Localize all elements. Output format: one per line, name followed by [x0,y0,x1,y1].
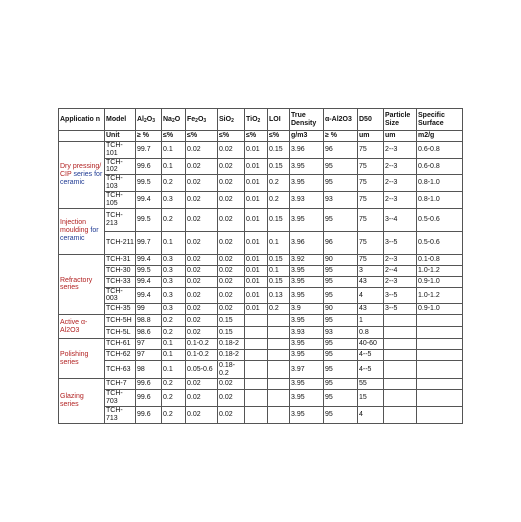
value-cell: 3.92 [290,254,324,265]
application-group-label [59,142,105,209]
value-cell: 3 [358,265,384,276]
table-row [59,350,463,361]
value-cell [417,350,463,361]
value-cell: 0.8-1.0 [417,191,463,208]
value-cell: 1.0-1.2 [417,287,463,304]
value-cell: 0.18- 0.2 [218,361,245,379]
value-cell: 0.02 [186,191,218,208]
value-cell: 0.1 [162,350,186,361]
model-cell: TCH-213 [105,208,136,231]
value-cell [384,379,417,390]
value-cell: 99.5 [136,265,162,276]
value-cell: 0.5-0.6 [417,208,463,231]
value-cell [268,379,290,390]
value-cell: 0.01 [245,231,268,254]
application-label: Refractory series [60,276,93,292]
value-cell: 0.1 [162,361,186,379]
value-cell: 0.15 [268,158,290,175]
model-cell: TCH-31 [105,254,136,265]
application-group-label [59,339,105,379]
table-row [59,304,463,315]
value-cell: 75 [358,158,384,175]
value-cell [417,379,463,390]
value-cell: 0.02 [186,287,218,304]
value-cell: 0.3 [162,254,186,265]
header-row [59,109,463,131]
value-cell: 0.1-0.2 [186,350,218,361]
value-cell: 95 [324,158,358,175]
value-cell [384,327,417,339]
value-cell [417,390,463,407]
value-cell: 0.15 [268,254,290,265]
value-cell: 0.02 [186,304,218,315]
value-cell: 0.05-0.6 [186,361,218,379]
value-cell: 0.1 [162,142,186,159]
value-cell: 95 [324,315,358,327]
value-cell: 0.02 [218,406,245,423]
unit-blank [59,131,105,142]
value-cell: 0.8 [358,327,384,339]
value-cell: 2--3 [384,276,417,287]
value-cell: 99.7 [136,142,162,159]
value-cell: 0.02 [186,158,218,175]
table-row [59,379,463,390]
value-cell: 99.5 [136,175,162,192]
value-cell: 3.95 [290,265,324,276]
specification-table [58,108,463,424]
value-cell: 99.6 [136,390,162,407]
value-cell: 95 [324,276,358,287]
value-cell: 1.0-1.2 [417,265,463,276]
col-true-density: True Density [290,109,324,131]
value-cell: 95 [324,361,358,379]
table-row [59,361,463,379]
value-cell: 43 [358,304,384,315]
value-cell [384,350,417,361]
value-cell: 15 [358,390,384,407]
value-cell: 0.2 [162,379,186,390]
col-al2o3: Al2O3 [136,109,162,131]
value-cell: 0.02 [218,276,245,287]
value-cell: 4 [358,406,384,423]
value-cell: 75 [358,142,384,159]
value-cell: 0.02 [186,379,218,390]
col-tio2: TiO2 [245,109,268,131]
application-sublabel: for ceramic [60,227,99,243]
value-cell [245,315,268,327]
value-cell: 0.2 [162,208,186,231]
value-cell: 0.2 [162,315,186,327]
value-cell: 0.02 [218,175,245,192]
value-cell: 99.4 [136,191,162,208]
value-cell: 3--5 [384,231,417,254]
value-cell: 0.2 [268,191,290,208]
value-cell [268,315,290,327]
value-cell [268,361,290,379]
model-cell: TCH-35 [105,304,136,315]
value-cell: 99.7 [136,231,162,254]
value-cell: 0.3 [162,276,186,287]
col-application: Applicatio n [59,109,105,131]
value-cell: 3.95 [290,379,324,390]
model-cell: TCH-5H [105,315,136,327]
value-cell: 96 [324,142,358,159]
value-cell: 3.96 [290,231,324,254]
col-na2o: Na2O [162,109,186,131]
value-cell: 0.13 [268,287,290,304]
value-cell [384,315,417,327]
value-cell: 0.6-0.8 [417,158,463,175]
value-cell: 4--5 [358,361,384,379]
value-cell: 3.95 [290,390,324,407]
table-row [59,406,463,423]
value-cell [245,339,268,350]
value-cell: 98 [136,361,162,379]
value-cell: 97 [136,339,162,350]
model-cell: TCH-7 [105,379,136,390]
unit-cell: um [384,131,417,142]
application-group-label [59,315,105,339]
col-loi: LOI [268,109,290,131]
value-cell: 95 [324,350,358,361]
value-cell: 0.02 [186,327,218,339]
value-cell [245,350,268,361]
value-cell: 0.1-0.2 [186,339,218,350]
application-label: Glazing series [60,393,84,408]
value-cell: 75 [358,231,384,254]
value-cell [417,339,463,350]
value-cell: 0.5-0.6 [417,231,463,254]
model-cell: TCH-30 [105,265,136,276]
table-row [59,339,463,350]
value-cell: 3.95 [290,350,324,361]
value-cell: 0.3 [162,265,186,276]
value-cell: 3.95 [290,175,324,192]
value-cell [245,361,268,379]
value-cell: 0.02 [186,254,218,265]
value-cell: 0.01 [245,208,268,231]
value-cell: 95 [324,379,358,390]
value-cell [384,361,417,379]
value-cell [417,327,463,339]
value-cell: 2--3 [384,191,417,208]
value-cell [268,350,290,361]
value-cell: 2--3 [384,254,417,265]
model-cell: TCH-103 [105,175,136,192]
value-cell: 99.5 [136,208,162,231]
table-row [59,287,463,304]
table-row [59,265,463,276]
value-cell: 0.3 [162,304,186,315]
value-cell: 0.02 [186,142,218,159]
value-cell: 0.02 [186,390,218,407]
unit-cell: ≤% [186,131,218,142]
value-cell [245,379,268,390]
value-cell: 99.6 [136,158,162,175]
value-cell: 0.02 [218,265,245,276]
value-cell: 3.95 [290,339,324,350]
model-cell: TCH-63 [105,361,136,379]
unit-cell: ≤% [245,131,268,142]
model-cell: TCH-003 [105,287,136,304]
unit-cell: ≤% [162,131,186,142]
value-cell: 55 [358,379,384,390]
value-cell: 2--3 [384,142,417,159]
value-cell: 0.2 [268,304,290,315]
value-cell: 0.15 [268,276,290,287]
value-cell: 0.02 [218,231,245,254]
value-cell: 0.01 [245,158,268,175]
value-cell: 3--5 [384,304,417,315]
value-cell: 0.02 [218,191,245,208]
unit-cell: ≤% [268,131,290,142]
value-cell: 0.8-1.0 [417,175,463,192]
unit-cell: g/m3 [290,131,324,142]
value-cell: 0.02 [186,276,218,287]
value-cell: 99 [136,304,162,315]
value-cell: 99.4 [136,276,162,287]
value-cell: 43 [358,276,384,287]
value-cell: 0.18-2 [218,350,245,361]
value-cell: 0.02 [218,158,245,175]
value-cell [417,315,463,327]
value-cell [268,390,290,407]
value-cell: 0.15 [268,208,290,231]
value-cell [245,327,268,339]
value-cell: 0.2 [162,406,186,423]
value-cell: 0.01 [245,265,268,276]
application-label: Active α- Al2O3 [60,318,88,334]
table-row [59,276,463,287]
value-cell: 0.02 [218,304,245,315]
table-row [59,390,463,407]
value-cell: 0.2 [268,175,290,192]
value-cell: 0.02 [186,175,218,192]
value-cell: 3.95 [290,208,324,231]
value-cell: 0.02 [186,208,218,231]
table-row [59,327,463,339]
value-cell: 0.01 [245,175,268,192]
unit-cell: ≤% [218,131,245,142]
value-cell: 4 [358,287,384,304]
value-cell: 0.9-1.0 [417,276,463,287]
value-cell: 0.1 [268,231,290,254]
table-row [59,158,463,175]
value-cell: 0.6-0.8 [417,142,463,159]
value-cell: 3--5 [384,287,417,304]
table-row [59,231,463,254]
value-cell: 0.1 [162,158,186,175]
value-cell: 3.95 [290,158,324,175]
table-row [59,208,463,231]
unit-cell: m2/g [417,131,463,142]
application-group-label [59,208,105,254]
value-cell: 0.01 [245,142,268,159]
value-cell: 0.02 [218,142,245,159]
value-cell: 0.02 [218,254,245,265]
value-cell [384,406,417,423]
value-cell [384,390,417,407]
value-cell: 3.95 [290,315,324,327]
table-row [59,315,463,327]
value-cell: 0.02 [218,208,245,231]
value-cell: 3.93 [290,191,324,208]
model-cell: TCH-33 [105,276,136,287]
value-cell: 4--5 [358,350,384,361]
value-cell [268,406,290,423]
value-cell: 40-60 [358,339,384,350]
value-cell: 93 [324,327,358,339]
value-cell: 0.2 [162,390,186,407]
value-cell: 0.2 [162,327,186,339]
value-cell: 0.18-2 [218,339,245,350]
value-cell: 3.95 [290,406,324,423]
value-cell: 0.3 [162,287,186,304]
value-cell [245,406,268,423]
value-cell [268,327,290,339]
value-cell [384,339,417,350]
value-cell: 0.2 [162,175,186,192]
value-cell: 90 [324,254,358,265]
application-label: Dry pressing/ CIP [60,163,102,178]
model-cell: TCH-211 [105,231,136,254]
value-cell: 2--4 [384,265,417,276]
col-specific-surface: Specific Surface [417,109,463,131]
unit-row [59,131,463,142]
unit-cell: ≥ % [136,131,162,142]
value-cell: 75 [358,175,384,192]
value-cell: 0.02 [186,406,218,423]
value-cell: 95 [324,406,358,423]
value-cell [417,361,463,379]
value-cell: 0.01 [245,276,268,287]
value-cell: 3--4 [384,208,417,231]
value-cell: 0.1 [162,339,186,350]
value-cell: 3.93 [290,327,324,339]
value-cell: 0.01 [245,254,268,265]
value-cell: 0.3 [162,191,186,208]
value-cell: 3.9 [290,304,324,315]
value-cell: 2--3 [384,158,417,175]
table-row [59,175,463,192]
value-cell: 0.02 [218,390,245,407]
value-cell: 0.02 [218,287,245,304]
value-cell: 90 [324,304,358,315]
value-cell: 0.02 [186,265,218,276]
value-cell: 75 [358,254,384,265]
application-group-label [59,254,105,315]
value-cell [268,339,290,350]
value-cell: 98.8 [136,315,162,327]
value-cell: 95 [324,339,358,350]
col-model: Model [105,109,136,131]
value-cell: 0.01 [245,304,268,315]
value-cell: 95 [324,390,358,407]
application-label: Polishing series [60,350,89,366]
table-row [59,142,463,159]
model-cell: TCH-101 [105,142,136,159]
value-cell: 3.96 [290,142,324,159]
col-sio2: SiO2 [218,109,245,131]
value-cell: 99.6 [136,406,162,423]
value-cell: 0.1 [162,231,186,254]
model-cell: TCH-5L [105,327,136,339]
application-label: Injection moulding [60,219,89,235]
value-cell: 97 [136,350,162,361]
value-cell: 0.01 [245,191,268,208]
value-cell: 1 [358,315,384,327]
value-cell: 0.15 [268,142,290,159]
value-cell: 75 [358,208,384,231]
value-cell: 99.6 [136,379,162,390]
model-cell: TCH-105 [105,191,136,208]
value-cell: 0.15 [218,327,245,339]
col-particle-size: Particle Size [384,109,417,131]
model-cell: TCH-703 [105,390,136,407]
value-cell: 0.1-0.8 [417,254,463,265]
value-cell: 93 [324,191,358,208]
unit-cell: ≥ % [324,131,358,142]
col-fe2o3: Fe2O3 [186,109,218,131]
value-cell: 95 [324,265,358,276]
value-cell: 0.02 [186,315,218,327]
value-cell: 99.4 [136,287,162,304]
col-d50: D50 [358,109,384,131]
value-cell: 0.02 [218,379,245,390]
application-group-label [59,379,105,423]
unit-cell: um [358,131,384,142]
value-cell: 0.02 [186,231,218,254]
value-cell: 95 [324,175,358,192]
value-cell: 95 [324,287,358,304]
value-cell: 98.6 [136,327,162,339]
value-cell: 95 [324,208,358,231]
application-sublabel: series for ceramic [60,170,103,186]
value-cell [417,406,463,423]
model-cell: TCH-62 [105,350,136,361]
value-cell: 75 [358,191,384,208]
value-cell: 0.1 [268,265,290,276]
col-alpha-al2o3: α-Al2O3 [324,109,358,131]
table-row [59,191,463,208]
value-cell: 3.95 [290,287,324,304]
value-cell: 3.97 [290,361,324,379]
value-cell: 2--3 [384,175,417,192]
unit-cell: Unit [105,131,136,142]
table-row [59,254,463,265]
value-cell: 0.01 [245,287,268,304]
model-cell: TCH-102 [105,158,136,175]
value-cell: 96 [324,231,358,254]
value-cell: 99.4 [136,254,162,265]
value-cell: 0.15 [218,315,245,327]
model-cell: TCH-713 [105,406,136,423]
value-cell: 0.9-1.0 [417,304,463,315]
value-cell: 3.95 [290,276,324,287]
value-cell [245,390,268,407]
model-cell: TCH-61 [105,339,136,350]
